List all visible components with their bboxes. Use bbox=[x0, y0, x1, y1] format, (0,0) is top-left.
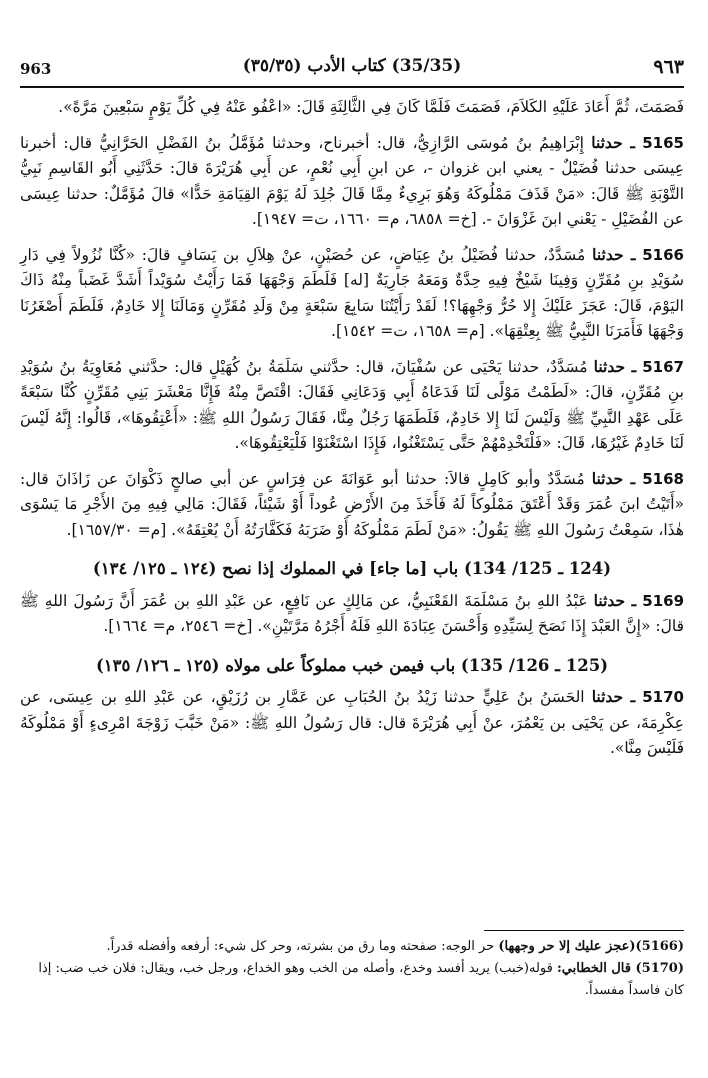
running-title: (35/35) كتاب الأدب (٣٥/٣٥) bbox=[242, 56, 462, 76]
hadith-text: مُسَدَّدٌ وأبو كَامِلٍ قالاَ: حدثنا أبو عَوَانَةَ عن فِرَاسٍ عن أبي صالحٍ ذَكْوَانَ عن زَاذَانَ قال: «أَتَيْتُ ابنَ عُمَرَ وَقَدْ أَعْتَقَ مَمْلُوكاً لَهُ فَأَخَذَ مِنَ الأَرْضِ عُوداً أَوْ شَيْئاً، فَقَالَ: مَالِي فِيهِ مِنَ الأَجْرِ مَا يَسْوَى هٰذَا، سَمِعْتُ رَسُولَ اللهِ ﷺ يَقُولُ: «مَنْ لَطَمَ مَمْلُوكَهُ أَوْ ضَرَبَهُ فَكَفَّارَتُهُ أَنْ يُعْتِقَهُ». [م= ١٦٥٧/٣٠]. bbox=[20, 469, 684, 539]
hadith-number: 5168 bbox=[642, 469, 684, 488]
footnote-text: قوله(خبب) يريد أفسد وخدع، وأصله من الخب وهو الخداع، ورجل خب، ويقال: فلان خب ضب: إذا كان فاسداً مفسداً. bbox=[38, 961, 684, 998]
footnotes bbox=[20, 936, 684, 1002]
page-header bbox=[20, 56, 684, 82]
hadith-text: الحَسَنُ بنُ عَلِيٍّ حدثنا زَيْدُ بنُ الحُبَابِ عن عَمَّارِ بن رُزَيْقٍ، عن عَبْدِ اللهِ بن عِيسَى، عن عِكْرِمَةَ، عن يَحْيَى بن يَعْمُرَ، عنْ أَبِي هُرَيْرَةَ قال: قال رَسُولُ اللهِ ﷺ: «مَنْ خَبَّبَ زَوْجَةَ امْرِىءٍ أَوْ مَمْلُوكَهُ فَلَيْسَ مِنَّا». bbox=[20, 688, 684, 757]
hadith-text: مُسَدَّدٌ، حدثنا فُضَيْلُ بنُ عِيَاضٍ، عن حُصَيْنٍ، عنْ هِلاَلِ بن يَسَافٍ قالَ: «كُنَّا نُزُولاً فِي دَارِ سُوَيْدِ بنِ مُقَرِّنٍ وَفِينَا شَيْخٌ فِيهِ حِدَّةٌ وَمَعَهُ جَارِيَةٌ [له] فَلَطَمَ وَجْهَهَا فَمَا رَأَيْتُ سُوَيْداً أَشَدَّ غَضَباً مِنْهُ ذَاكَ اليَوْمَ، قَالَ: عَجَزَ عَلَيْكَ إِلا حُرُّ وَجْهِهَا؟! لَقَدْ رَأَيْتُنَا سَابِعَ سَبْعَةٍ مِنْ وَلَدِ مُقَرِّنٍ وَمَالَنَا إِلا خَادِمٌ، فَلَطَمَ أَصْغَرُنَا وَجْهَهَا فَأَمَرَنَا النَّبِيُّ ﷺ بِعِتْقِهَا». [م= ١٦٥٨، ت= ١٥٤٢]. bbox=[20, 245, 684, 340]
hadith-5169 bbox=[20, 588, 684, 640]
hadith-5165 bbox=[20, 130, 684, 233]
hadith-number: 5166 bbox=[642, 245, 684, 264]
hadith-number: 5170 bbox=[642, 688, 684, 706]
hadith-lead: ـ حدثنا bbox=[593, 590, 637, 610]
hadith-5167 bbox=[20, 354, 684, 457]
hadith-lead: ـ حدثنا bbox=[591, 687, 636, 706]
hadith-number: 5169 bbox=[642, 591, 685, 610]
footnote-5166 bbox=[20, 936, 684, 958]
footnote-text: حر الوجه: صفحته وما رق من بشرته، وحر كل شيء: أرفعه وأفضله قدراً. bbox=[106, 939, 499, 954]
chapter-title-135: (125 ـ 126/ 135) باب فيمن خبب مملوكاً على مولاه (١٢٥ ـ ١٢٦/ ١٣٥) bbox=[95, 655, 609, 675]
page-number-arabic: ٩٦٣ bbox=[653, 56, 684, 78]
hadith-5168 bbox=[20, 466, 684, 544]
hadith-text: إِبْرَاهِيمُ بنُ مُوسَى الرَّازِيُّ، قال: أخبرناح، وحدثنا مُؤَمَّلُ بنُ الفَضْلِ الحَرَّانِيُّ قال: أخبرنا عِيسَى حدثنا فُضَيْلٌ - يعني ابن غزوان -، عن ابنِ أَبِي نُعْمٍ، عن أَبِي هُرَيْرَةَ قالَ: حَدَّثَنِي أَبُو القَاسِمِ نَبِيُّ التَّوْبَةِ ﷺ قَالَ: «مَنْ قَذَفَ مَمْلُوكَهُ وَهُوَ بَرِيءٌ مِمَّا قَالَ جُلِدَ لَهُ يَوْمَ القِيَامَةِ حَدًّا» قالَ مُؤَمَّلٌ: حدثنا عِيسَى عن الفُضَيْلِ - يَعْني ابنَ غَزْوَانَ -. [خ= ٦٨٥٨، م= ١٦٦٠، ت= ١٩٤٧]. bbox=[20, 133, 684, 228]
hadith-number: 5167 bbox=[642, 357, 684, 376]
footnote-5170 bbox=[20, 958, 684, 1002]
page-body bbox=[20, 95, 684, 762]
hadith-lead: ـ حدثنا bbox=[593, 356, 637, 376]
hadith-text: مُسَدَّدٌ، حدثنا يَحْيَى عن سُفْيَانَ، قال: حدَّثني سَلَمَةُ بنُ كُهَيْلٍ قال: حدَّثني مُعَاوِيَةُ بنُ سُوَيْدِ بنِ مُقَرِّنٍ، قالَ: «لَطَمْتُ مَوْلًى لَنَا فَدَعَاهُ أَبِي وَدَعَانِي فَقَالَ: اقْتَصَّ مِنْهُ فَإِنَّا مَعْشَرَ بَنِي مُقَرِّنٍ كُنَّا سَبْعَةً عَلَى عَهْدِ النَّبِيِّ ﷺ وَلَيْسَ لَنَا إِلا خَادِمٌ، فَلَطَمَهَا رَجُلٌ مِنَّا، فَقَالَ رَسُولُ اللهِ ﷺ: «أَعْتِقُوهَا»، قَالُوا: إِنَّهُ لَيْسَ لَنَا خَادِمٌ غَيْرُهَا، قَالَ: «فَلْتَخْدِمْهُمْ حَتَّى يَسْتَغْنُوا، فَإِذَا اسْتَغْنَوْا فَلْيَعْتِقُوهَا». bbox=[20, 357, 684, 452]
footnote-label: (5170) قال الخطابي: bbox=[556, 961, 684, 976]
hadith-continuation: فَصَمَتَ، ثُمَّ أَعَادَ عَلَيْهِ الكَلاَمَ، فَصَمَتَ فَلَمَّا كَانَ فِي الثَّالِثَةِ قَالَ: «اعْفُو عَنْهُ فِي كُلِّ يَوْمٍ سَبْعِينَ مَرَّةً». bbox=[58, 98, 684, 116]
hadith-lead: ـ حدثنا bbox=[591, 468, 636, 488]
chapter-title-134: (124 ـ 125/ 134) باب [ما جاء] في المملوك إذا نصح (١٢٤ ـ ١٢٥/ ١٣٤) bbox=[92, 559, 612, 578]
hadith-number: 5165 bbox=[642, 133, 684, 152]
hadith-text: عَبْدُ اللهِ بنُ مَسْلَمَةَ القَعْنَبِيُّ، عن مَالِكٍ عن نَافِعٍ، عن عَبْدِ اللهِ بن عُمَرَ أَنَّ رَسُولَ اللهِ ﷺ قالَ: «إِنَّ العَبْدَ إِذَا نَصَحَ لِسَيِّدِهِ وَأَحْسَنَ عِبَادَةَ اللهِ فَلَهُ أَجْرُهُ مَرَّتَيْنِ». [خ= ٢٥٤٦، م= ١٦٦٤]. bbox=[20, 591, 684, 635]
hadith-lead: ـ حدثنا bbox=[591, 132, 635, 152]
hadith-lead: ـ حدثنا bbox=[592, 244, 636, 264]
page-number-latin: 963 bbox=[20, 60, 52, 78]
hadith-5170 bbox=[20, 684, 684, 762]
footnote-label: (5166)(عجز عليك إلا حر وجهها) bbox=[498, 939, 684, 954]
hadith-5166 bbox=[20, 242, 684, 345]
footnote-rule bbox=[484, 930, 684, 931]
header-rule bbox=[20, 86, 684, 88]
